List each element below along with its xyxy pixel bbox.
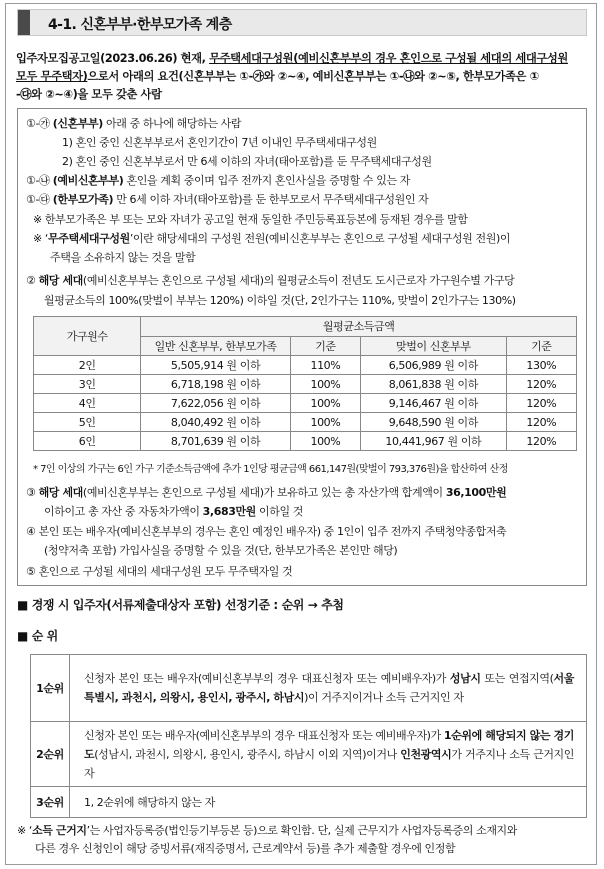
condition-savings-2: (청약저축 포함) 가입사실을 증명할 수 있을 것(단, 한부모가족은 본인만 해당): [44, 544, 398, 557]
note-single-parent: ※ 한부모가족은 부 또는 모와 자녀가 공고일 현재 동일한 주민등록표등본에 등재된 경우를 말함: [33, 213, 468, 226]
note-homeless-member: ※ ‘무주택세대구성원’이란 해당세대의 구성원 전원(예비신혼부부는 혼인으로 구성될 세대구성원 전원)이: [33, 232, 511, 245]
ranking-heading: ■ 순 위: [17, 629, 58, 643]
rank-3-desc: 1, 2순위에 해당하지 않는 자: [70, 787, 587, 818]
table-row: [31, 787, 587, 818]
table-row: 5인 8,040,492 원 이하 100% 9,648,590 원 이하 120%: [34, 413, 577, 432]
condition-income: ② 해당 세대(예비신혼부부는 혼인으로 구성될 세대)의 월평균소득이 전년도 도시근로자 가구원수별 가구당: [26, 274, 515, 287]
rank-3: 3순위: [31, 787, 70, 818]
table-row: 2인 5,505,914 원 이하 110% 6,506,989 원 이하 130%: [34, 356, 577, 375]
condition-homeless: ⑤ 혼인으로 구성될 세대의 세대구성원 모두 무주택자일 것: [26, 565, 293, 578]
intro-requirements-end: -㉰와 ②~④)을 모두 갖춘 사람: [16, 88, 162, 101]
ranking-table: [30, 654, 587, 818]
rank-2: 2순위: [31, 722, 70, 787]
rank-1-desc: 신청자 본인 또는 배우자(예비신혼부부의 경우 대표신청자 또는 예비배우자)가 성남시 또는 연접지역(서울특별시, 과천시, 의왕시, 용인시, 광주시, 하남시)이 거주지이거나 소득 근거지인 자: [70, 655, 587, 722]
condition-newlywed-2: 2) 혼인 중인 신혼부부로서 만 6세 이하의 자녀(태아포함)를 둔 무주택세대구성원: [62, 155, 432, 168]
col-household: 가구원수: [34, 317, 141, 356]
condition-savings: ④ 본인 또는 배우자(예비신혼부부의 경우는 혼인 예정인 배우자) 중 1인이 입주 전까지 주택청약종합저축: [26, 525, 507, 538]
col-general: 일반 신혼부부, 한부모가족: [141, 336, 290, 356]
footer-note: ※ ‘소득 근거지’는 사업자등록증(법인등기부등본 등)으로 확인함. 단, 실제 근무지가 사업자등록증의 소재지와 다른 경우 신청인이 해당 증빙서류(재직증명서, 근로계약서 등)를 추가 제출할 경우에 인정함: [17, 824, 518, 855]
condition-assets-2: 이하이고 총 자산 중 자동차가액이 3,683만원 이하일 것: [44, 505, 304, 518]
intro-requirements: 으로서 아래의 요건(신혼부부는 ①-㉮와 ②~④, 예비신혼부부는 ①-㉯와 ②~⑤, 한부모가족은 ①: [87, 70, 539, 83]
section-title-bar: [17, 9, 587, 36]
rank-1: 1순위: [31, 655, 70, 722]
table-row: [31, 655, 587, 722]
condition-single-parent: ①-㉰ (한부모가족) 만 6세 이하 자녀(태아포함)를 둔 한부모로서 무주택세대구성원인 자: [26, 193, 429, 206]
table-footnote: * 7인 이상의 가구는 6인 가구 기준소득금액에 추가 1인당 평균금액 661,147원(맞벌이 793,376원)을 합산하여 산정: [33, 464, 508, 475]
intro-date: 입주자모집공고일(2023.06.26) 현재,: [16, 52, 210, 65]
rank-2-desc: 신청자 본인 또는 배우자(예비신혼부부의 경우 대표신청자 또는 예비배우자)가 1순위에 해당되지 않는 경기도(성남시, 과천시, 의왕시, 용인시, 광주시, 하남시 이외 지역)이거나 인천광역시가 거주지나 소득 근거지인 자: [70, 722, 587, 787]
table-row: 4인 7,622,056 원 이하 100% 9,146,467 원 이하 120%: [34, 394, 577, 413]
table-row: [31, 722, 587, 787]
income-table: [33, 316, 577, 451]
intro-underlined-2: 모두 무주택자): [16, 70, 88, 83]
col-standard: 기준: [290, 336, 360, 356]
col-income-group: 월평균소득금액: [141, 317, 577, 337]
condition-newlywed: ①-㉮ (신혼부부) 아래 중 하나에 해당하는 사람: [26, 117, 242, 130]
col-standard-2: 기준: [506, 336, 576, 356]
page-title: 4-1. 신혼부부·한부모가족 계층: [48, 17, 232, 33]
intro-underlined-1: 무주택세대구성원(예비신혼부부의 경우 혼인으로 구성될 세대의 세대구성원: [209, 52, 568, 65]
condition-prospective-newlywed: ①-㉯ (예비신혼부부) 혼인을 계획 중이며 입주 전까지 혼인사실을 증명할 수 있는 자: [26, 174, 410, 187]
selection-heading: ■ 경쟁 시 입주자(서류제출대상자 포함) 선정기준 : 순위 → 추첨: [17, 598, 344, 612]
note-homeless-member-2: 주택을 소유하지 않는 것을 말함: [50, 251, 196, 264]
intro-paragraph: [16, 50, 594, 104]
condition-income-2: 월평균소득의 100%(맞벌이 부부는 120%) 이하일 것(단, 2인가구는 110%, 맞벌이 2인가구는 130%): [44, 294, 516, 307]
table-row: 3인 6,718,198 원 이하 100% 8,061,838 원 이하 120%: [34, 375, 577, 394]
condition-assets: ③ 해당 세대(예비신혼부부는 혼인으로 구성될 세대)가 보유하고 있는 총 자산가액 합계액이 36,100만원: [26, 486, 507, 499]
title-marker: [18, 10, 30, 35]
condition-newlywed-1: 1) 혼인 중인 신혼부부로서 혼인기간이 7년 이내인 무주택세대구성원: [62, 136, 377, 149]
table-row: 6인 8,701,639 원 이하 100% 10,441,967 원 이하 120%: [34, 432, 577, 451]
col-dual: 맞벌이 신혼부부: [361, 336, 507, 356]
